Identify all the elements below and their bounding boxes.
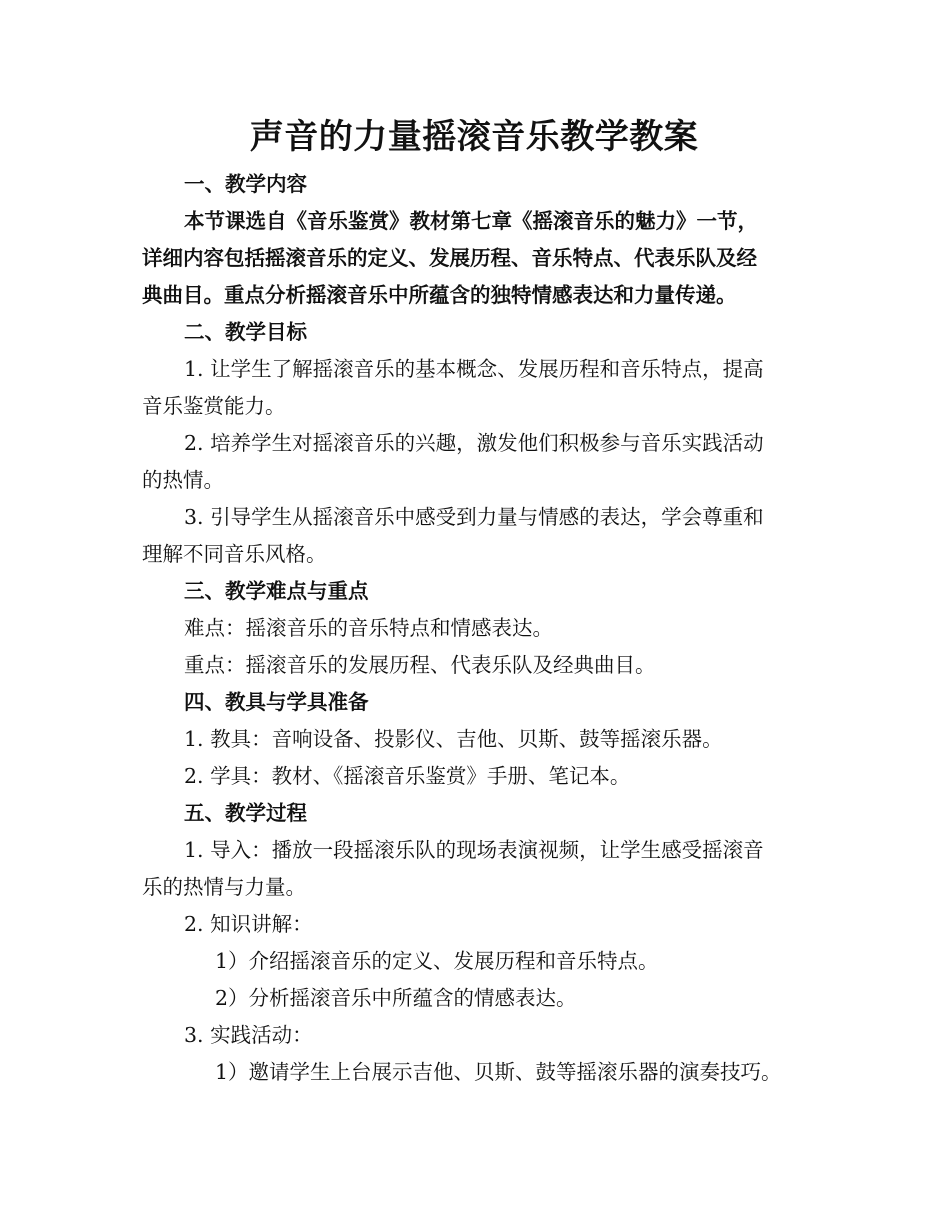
body-line: 1）邀请学生上台展示吉他、贝斯、鼓等摇滚乐器的演奏技巧。 — [215, 1060, 782, 1084]
body-line: 3. 引导学生从摇滚音乐中感受到力量与情感的表达，学会尊重和 — [184, 505, 764, 529]
body-line: 1. 导入：播放一段摇滚乐队的现场表演视频，让学生感受摇滚音 — [184, 838, 764, 862]
body-line: 难点：摇滚音乐的音乐特点和情感表达。 — [184, 616, 553, 640]
body-line: 音乐鉴赏能力。 — [142, 394, 286, 418]
section-line-bold: 二、教学目标 — [184, 320, 307, 344]
section-line-bold: 本节课选自《音乐鉴赏》教材第七章《摇滚音乐的魅力》一节， — [184, 209, 758, 233]
section-line-bold: 四、教具与学具准备 — [184, 690, 369, 714]
body-line: 乐的热情与力量。 — [142, 875, 306, 899]
section-line-bold: 典曲目。重点分析摇滚音乐中所蕴含的独特情感表达和力量传递。 — [142, 283, 737, 307]
section-line-bold: 三、教学难点与重点 — [184, 579, 369, 603]
body-line: 2）分析摇滚音乐中所蕴含的情感表达。 — [215, 986, 577, 1010]
body-line: 3. 实践活动： — [184, 1023, 313, 1047]
body-line: 2. 知识讲解： — [184, 912, 313, 936]
document-title: 声音的力量摇滚音乐教学教案 — [249, 117, 699, 157]
section-line-bold: 五、教学过程 — [184, 801, 307, 825]
body-line: 1. 让学生了解摇滚音乐的基本概念、发展历程和音乐特点，提高 — [184, 357, 764, 381]
section-line-bold: 一、教学内容 — [184, 172, 307, 196]
body-line: 1. 教具：音响设备、投影仪、吉他、贝斯、鼓等摇滚乐器。 — [184, 727, 723, 751]
document-body — [142, 166, 806, 1091]
body-line: 2. 培养学生对摇滚音乐的兴趣，激发他们积极参与音乐实践活动 — [184, 431, 764, 455]
body-line: 2. 学具：教材、《摇滚音乐鉴赏》手册、笔记本。 — [184, 764, 631, 788]
section-line-bold: 详细内容包括摇滚音乐的定义、发展历程、音乐特点、代表乐队及经 — [142, 246, 757, 270]
body-line: 重点：摇滚音乐的发展历程、代表乐队及经典曲目。 — [184, 653, 656, 677]
body-line: 理解不同音乐风格。 — [142, 542, 327, 566]
body-line: 1）介绍摇滚音乐的定义、发展历程和音乐特点。 — [215, 949, 659, 973]
document-page — [142, 108, 806, 1091]
body-line: 的热情。 — [142, 468, 224, 492]
